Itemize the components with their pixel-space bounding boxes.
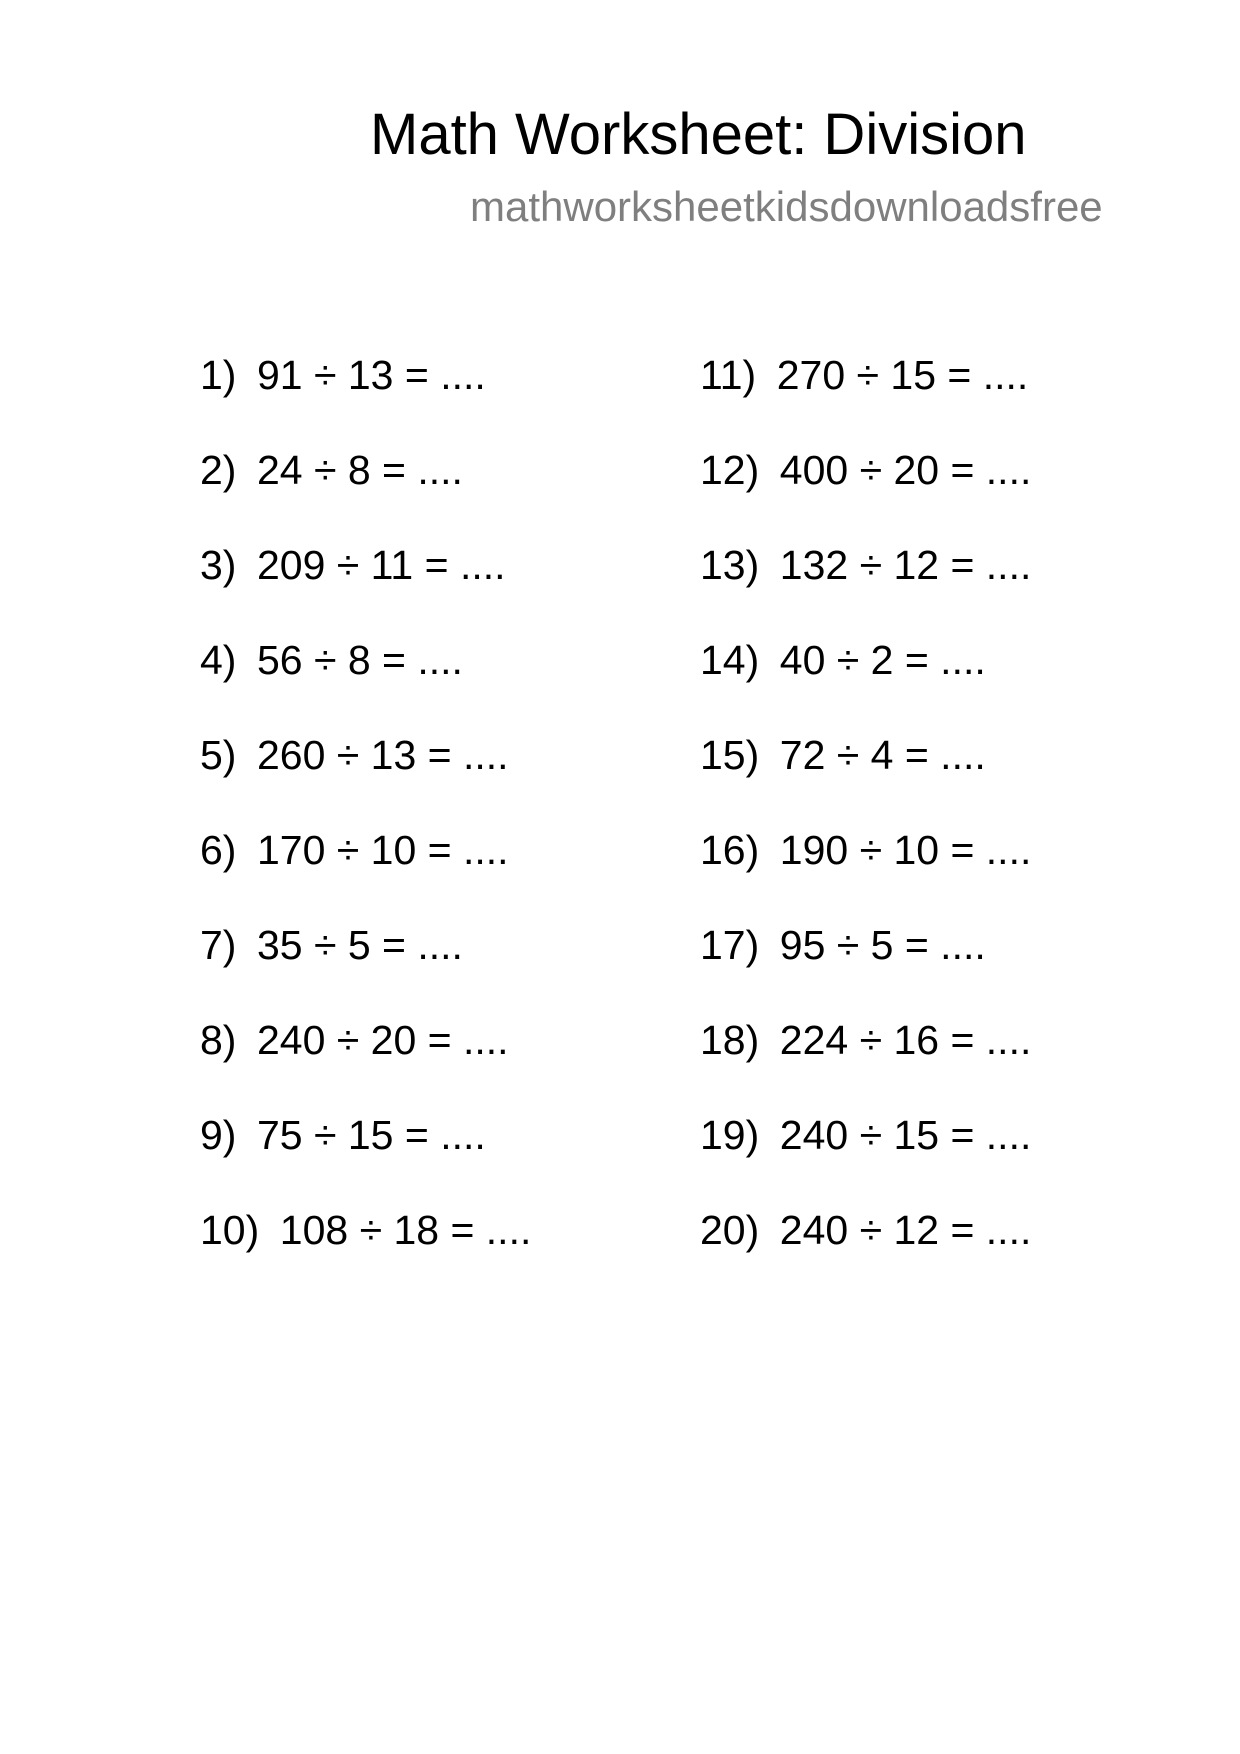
problem-expression: 108 ÷ 18 = .... [279,1207,532,1253]
problem-number: 5) [200,732,237,778]
problem-item [200,445,531,540]
problem-item [700,635,1031,730]
problem-number: 3) [200,542,237,588]
problem-number: 11) [700,352,757,398]
problem-number: 10) [200,1207,260,1253]
problem-list-right [700,350,1031,1300]
problem-expression: 95 ÷ 5 = .... [779,922,986,968]
problem-item [200,730,531,825]
problem-expression: 35 ÷ 5 = .... [256,922,463,968]
problem-item [200,1110,531,1205]
problem-item [700,825,1031,920]
problem-expression: 224 ÷ 16 = .... [779,1017,1032,1063]
problem-number: 12) [700,447,760,493]
problem-expression: 240 ÷ 20 = .... [256,1017,509,1063]
problem-expression: 190 ÷ 10 = .... [779,827,1032,873]
problem-number: 17) [700,922,760,968]
problem-item [200,540,531,635]
page-subtitle: mathworksheetkidsdownloadsfree [470,183,1103,230]
problem-number: 19) [700,1112,760,1158]
problem-number: 6) [200,827,237,873]
problem-expression: 170 ÷ 10 = .... [256,827,509,873]
problem-number: 20) [700,1207,760,1253]
problem-expression: 240 ÷ 15 = .... [779,1112,1032,1158]
problem-item [200,635,531,730]
problem-item [700,350,1031,445]
problem-item [200,920,531,1015]
problem-expression: 132 ÷ 12 = .... [779,542,1032,588]
problem-expression: 24 ÷ 8 = .... [256,447,463,493]
problem-item [200,1015,531,1110]
problem-expression: 75 ÷ 15 = .... [256,1112,486,1158]
problem-number: 8) [200,1017,237,1063]
problem-item [700,445,1031,540]
problem-item [200,1205,531,1300]
problem-expression: 270 ÷ 15 = .... [776,352,1029,398]
problem-number: 16) [700,827,760,873]
problem-item [200,350,531,445]
problem-list-left [200,350,531,1300]
problem-number: 7) [200,922,237,968]
problem-expression: 72 ÷ 4 = .... [779,732,986,778]
problem-expression: 209 ÷ 11 = .... [256,542,506,588]
problem-number: 9) [200,1112,237,1158]
problem-expression: 91 ÷ 13 = .... [256,352,486,398]
problem-number: 4) [200,637,237,683]
problem-item [700,540,1031,635]
problem-number: 2) [200,447,237,493]
problem-item [700,1110,1031,1205]
problem-expression: 56 ÷ 8 = .... [256,637,463,683]
problem-expression: 260 ÷ 13 = .... [256,732,509,778]
problem-expression: 240 ÷ 12 = .... [779,1207,1032,1253]
problem-item [700,1205,1031,1300]
problem-number: 14) [700,637,760,683]
problem-number: 15) [700,732,760,778]
problem-expression: 400 ÷ 20 = .... [779,447,1032,493]
page-title: Math Worksheet: Division [370,102,1027,167]
problem-item [200,825,531,920]
problem-item [700,730,1031,825]
problem-number: 1) [200,352,237,398]
problem-expression: 40 ÷ 2 = .... [779,637,986,683]
problem-item [700,920,1031,1015]
problem-item [700,1015,1031,1110]
problem-number: 18) [700,1017,760,1063]
problem-number: 13) [700,542,760,588]
